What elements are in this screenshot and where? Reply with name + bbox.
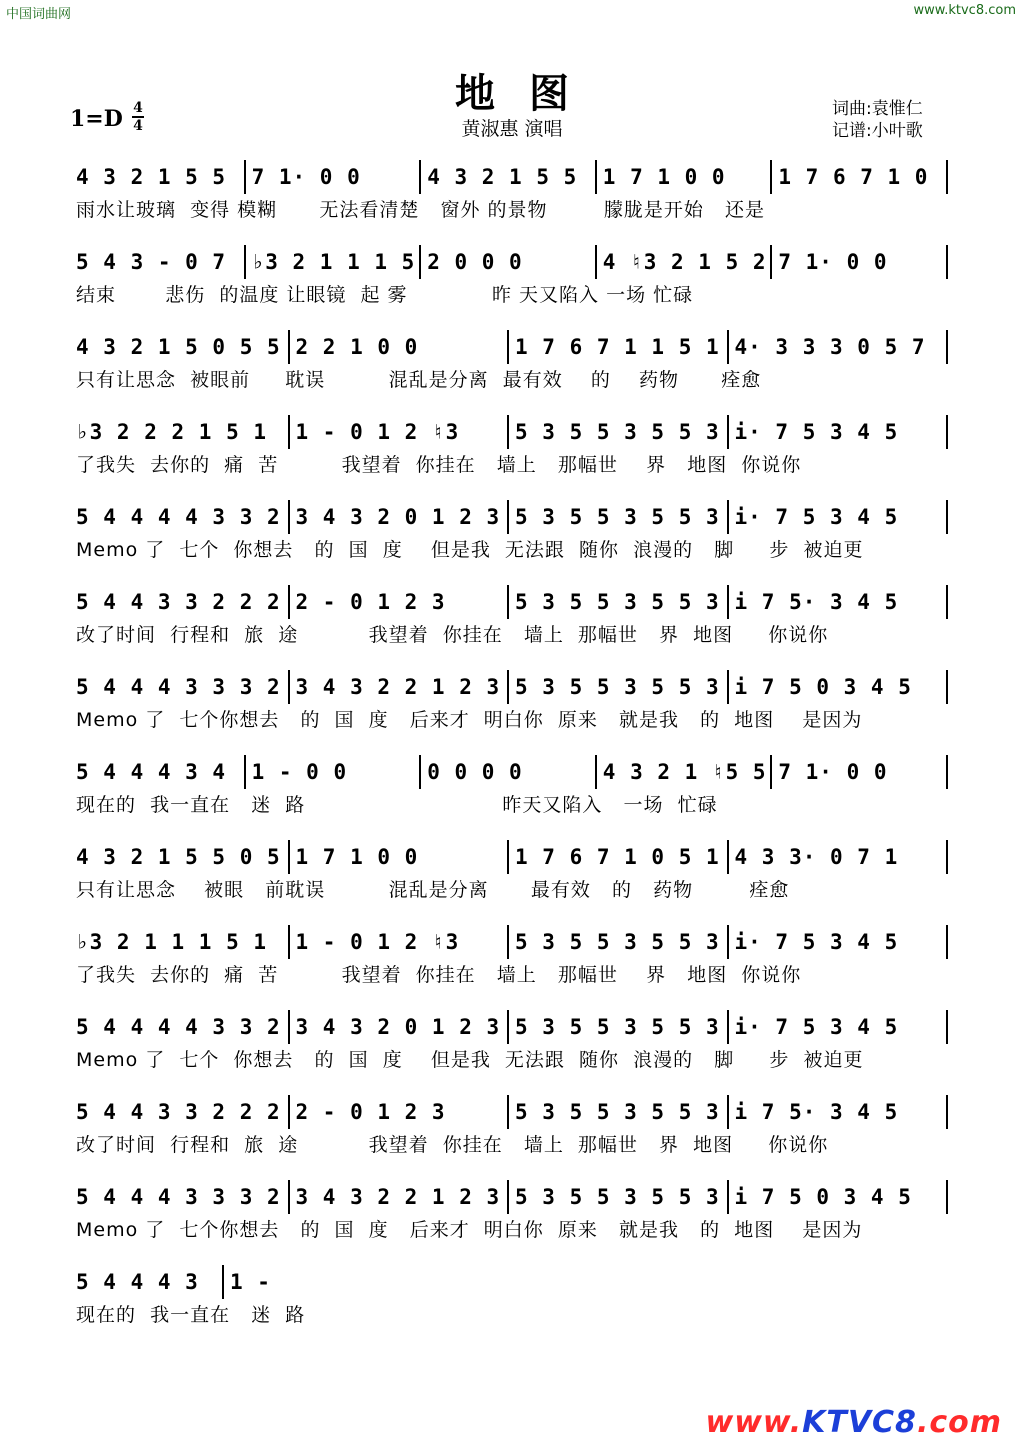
measure: i· 7 5 3 4 5	[729, 500, 949, 534]
score-system	[76, 330, 948, 402]
measure: 5 4 4 4 4 3 3 2	[76, 500, 290, 534]
time-signature-top: 4	[133, 100, 143, 116]
lyrics-line: Memo 了 七个你想去 的 国 度 后来才 明白你 原来 就是我 的 地图 是因为	[76, 709, 863, 731]
site-url-right: www.ktvc8.com	[913, 3, 1016, 18]
notation-line	[76, 840, 948, 874]
measure: 5 3 5 5 3 5 5 3	[509, 1010, 729, 1044]
score-system	[76, 1265, 376, 1337]
measure: 2 2 1 0 0	[290, 330, 510, 364]
measure: ♭3 2 1 1 1 5	[246, 245, 422, 279]
measure: 1 - 0 1 2 ♮3	[290, 925, 510, 959]
notation-line	[76, 1265, 376, 1299]
score-system	[76, 755, 948, 827]
lyrics-line: 现在的 我一直在 迷 路 昨天又陷入 一场 忙碌	[76, 794, 718, 816]
watermark-part-ktvc8: KTVC8	[802, 1405, 917, 1440]
measure: 2 - 0 1 2 3	[290, 1095, 510, 1129]
measure: 4 3 3· 0 7 1	[729, 840, 949, 874]
measure: 5 3 5 5 3 5 5 3	[509, 500, 729, 534]
lyrics-line: Memo 了 七个你想去 的 国 度 后来才 明白你 原来 就是我 的 地图 是因为	[76, 1219, 863, 1241]
notation-line	[76, 1010, 948, 1044]
measure: 1 7 1 0 0	[597, 160, 773, 194]
measure: 2 - 0 1 2 3	[290, 585, 510, 619]
measure: 5 3 5 5 3 5 5 3	[509, 925, 729, 959]
lyrics-line: 结束 悲伤 的温度 让眼镜 起 雾 昨 天又陷入 一场 忙碌	[76, 284, 694, 306]
notation-line	[76, 415, 948, 449]
measure: 3 4 3 2 0 1 2 3	[290, 500, 510, 534]
watermark-logo	[705, 1405, 1002, 1440]
notation-line	[76, 245, 948, 279]
notation-line	[76, 1180, 948, 1214]
notation-line	[76, 330, 948, 364]
lyrics-line: Memo 了 七个 你想去 的 国 度 但是我 无法跟 随你 浪漫的 脚 步 被迫更	[76, 539, 864, 561]
measure: 5 4 4 3 3 2 2 2	[76, 1095, 290, 1129]
score-system	[76, 670, 948, 742]
lyrics-line: 了我失 去你的 痛 苦 我望着 你挂在 墙上 那幅世 界 地图 你说你	[76, 964, 802, 986]
transcriber-credit: 记谱:小叶歌	[832, 121, 923, 141]
singer-credit: 黄淑惠 演唱	[461, 118, 563, 140]
measure: 1 7 6 7 1 1 5 1	[509, 330, 729, 364]
score-system	[76, 840, 948, 912]
score-system	[76, 1180, 948, 1252]
measure: 4 3 2 1 5 5 0 5	[76, 840, 290, 874]
measure: 5 4 4 4 3	[76, 1265, 224, 1299]
measure: 4 ♮3 2 1 5 2	[597, 245, 773, 279]
measure: ♭3 2 1 1 1 5 1	[76, 925, 290, 959]
lyrics-line: Memo 了 七个 你想去 的 国 度 但是我 无法跟 随你 浪漫的 脚 步 被迫更	[76, 1049, 864, 1071]
measure: i 7 5· 3 4 5	[729, 1095, 949, 1129]
score-system	[76, 1010, 948, 1082]
score-system	[76, 415, 948, 487]
measure: 5 4 4 4 3 3 3 2	[76, 670, 290, 704]
lyrics-line: 只有让思念 被眼 前耽误 混乱是分离 最有效 的 药物 痊愈	[76, 879, 790, 901]
measure: 2 0 0 0	[421, 245, 597, 279]
notation-line	[76, 160, 948, 194]
measure: i 7 5 0 3 4 5	[729, 1180, 949, 1214]
score-system	[76, 245, 948, 317]
score-system	[76, 1095, 948, 1167]
measure: 1 - 0 1 2 ♮3	[290, 415, 510, 449]
measure: i· 7 5 3 4 5	[729, 925, 949, 959]
song-title: 地图	[455, 70, 603, 117]
measure: 5 4 4 4 4 3 3 2	[76, 1010, 290, 1044]
lyrics-line: 改了时间 行程和 旅 途 我望着 你挂在 墙上 那幅世 界 地图 你说你	[76, 624, 829, 646]
notation-line	[76, 585, 948, 619]
measure: 7 1· 0 0	[772, 755, 948, 789]
measure: 3 4 3 2 0 1 2 3	[290, 1010, 510, 1044]
measure: 5 3 5 5 3 5 5 3	[509, 415, 729, 449]
credits	[832, 98, 923, 142]
measure: 5 3 5 5 3 5 5 3	[509, 1095, 729, 1129]
measure: i 7 5· 3 4 5	[729, 585, 949, 619]
measure: 5 4 4 3 3 2 2 2	[76, 585, 290, 619]
notation-line	[76, 500, 948, 534]
measure: i· 7 5 3 4 5	[729, 1010, 949, 1044]
measure: 4 3 2 1 5 5	[76, 160, 246, 194]
measure: 3 4 3 2 2 1 2 3	[290, 670, 510, 704]
time-signature-bottom: 4	[133, 118, 143, 134]
notation-line	[76, 670, 948, 704]
time-signature	[132, 101, 144, 133]
measure: 1 7 1 0 0	[290, 840, 510, 874]
measure: 5 3 5 5 3 5 5 3	[509, 585, 729, 619]
measure: 4· 3 3 3 0 5 7	[729, 330, 949, 364]
lyrics-line: 只有让思念 被眼前 耽误 混乱是分离 最有效 的 药物 痊愈	[76, 369, 762, 391]
notation-line	[76, 1095, 948, 1129]
measure: i· 7 5 3 4 5	[729, 415, 949, 449]
composer-credit: 词曲:袁惟仁	[832, 99, 923, 119]
score-system	[76, 585, 948, 657]
lyrics-line: 现在的 我一直在 迷 路	[76, 1304, 306, 1326]
measure: 0 0 0 0	[421, 755, 597, 789]
measure: 7 1· 0 0	[246, 160, 422, 194]
score-system	[76, 160, 948, 232]
measure: 1 - 0 0	[246, 755, 422, 789]
lyrics-line: 雨水让玻璃 变得 模糊 无法看清楚 窗外 的景物 朦胧是开始 还是	[76, 199, 765, 221]
measure: 1 7 6 7 1 0	[772, 160, 948, 194]
measure: ♭3 2 2 2 1 5 1	[76, 415, 290, 449]
score-system	[76, 925, 948, 997]
measure: 5 4 4 4 3 3 3 2	[76, 1180, 290, 1214]
measure: 1 7 6 7 1 0 5 1	[509, 840, 729, 874]
key-signature: 1=D	[70, 106, 123, 132]
measure: 4 3 2 1 5 0 5 5	[76, 330, 290, 364]
measure: 7 1· 0 0	[772, 245, 948, 279]
lyrics-line: 了我失 去你的 痛 苦 我望着 你挂在 墙上 那幅世 界 地图 你说你	[76, 454, 802, 476]
notation-line	[76, 925, 948, 959]
watermark-part-com: .com	[916, 1405, 1002, 1440]
score-system	[76, 500, 948, 572]
measure: 4 3 2 1 ♮5 5	[597, 755, 773, 789]
lyrics-line: 改了时间 行程和 旅 途 我望着 你挂在 墙上 那幅世 界 地图 你说你	[76, 1134, 829, 1156]
measure: 1 -	[230, 1270, 271, 1294]
measure: 5 4 3 - 0 7	[76, 245, 246, 279]
site-name-left: 中国词曲网	[6, 7, 72, 22]
watermark-part-www: www.	[705, 1405, 803, 1440]
measure: 4 3 2 1 5 5	[421, 160, 597, 194]
measure: i 7 5 0 3 4 5	[729, 670, 949, 704]
measure: 5 3 5 5 3 5 5 3	[509, 1180, 729, 1214]
measure: 3 4 3 2 2 1 2 3	[290, 1180, 510, 1214]
measure: 5 4 4 4 3 4	[76, 755, 246, 789]
measure: 5 3 5 5 3 5 5 3	[509, 670, 729, 704]
notation-line	[76, 755, 948, 789]
